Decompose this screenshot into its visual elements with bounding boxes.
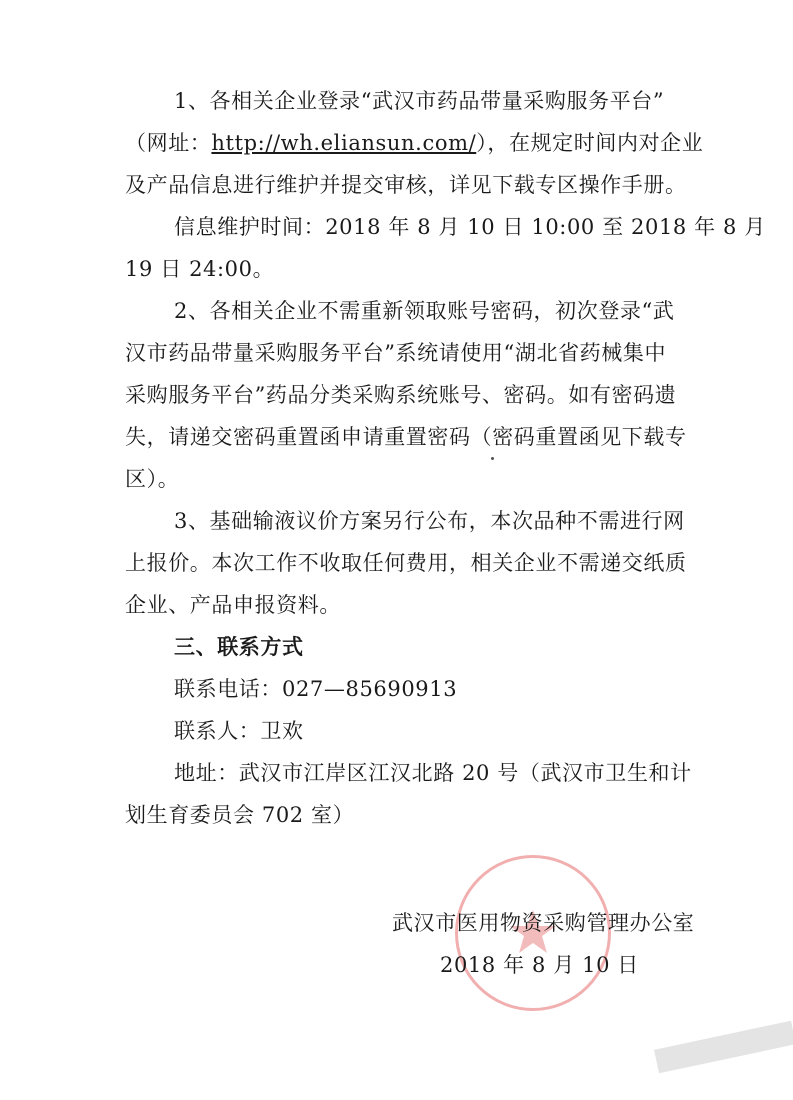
p2-line-2: 汉市药品带量采购服务平台”系统请使用“湖北省药械集中	[125, 341, 667, 365]
contact-phone: 联系电话：027—85690913	[174, 677, 458, 701]
p2-line-3: 采购服务平台”药品分类采购系统账号、密码。如有密码遗	[125, 383, 677, 407]
contact-address-line-1: 地址：武汉市江岸区江汉北路 20 号（武汉市卫生和计	[174, 761, 692, 785]
scan-speck	[491, 457, 494, 460]
contact-address-line-2: 划生育委员会 702 室）	[125, 803, 355, 827]
p1-line-4: 信息维护时间：2018 年 8 月 10 日 10:00 至 2018 年 8 月	[174, 215, 766, 239]
signature-date: 2018 年 8 月 10 日	[440, 953, 639, 977]
p2-line-4: 失，请递交密码重置函申请重置密码（密码重置函见下载专	[125, 425, 687, 449]
p1-line-1: 1、各相关企业登录“武汉市药品带量采购服务平台”	[174, 89, 665, 113]
contact-heading: 三、联系方式	[174, 635, 304, 659]
p1-line-3: 及产品信息进行维护并提交审核，详见下载专区操作手册。	[125, 173, 687, 197]
p3-line-3: 企业、产品申报资料。	[125, 593, 341, 617]
watermark-badge	[654, 1021, 793, 1074]
platform-url-link[interactable]: http://wh.eliansun.com/	[211, 131, 477, 155]
p1-line-2	[0, 130, 793, 156]
contact-person: 联系人：卫欢	[174, 719, 304, 743]
p2-line-1: 2、各相关企业不需重新领取账号密码，初次登录“武	[174, 299, 675, 323]
p3-line-1: 3、基础输液议价方案另行公布，本次品种不需进行网	[174, 509, 685, 533]
p1-url-suffix: ），在规定时间内对企业	[476, 131, 704, 155]
signature-org: 武汉市医用物资采购管理办公室	[392, 911, 695, 935]
p2-line-5: 区）。	[125, 467, 180, 491]
p1-line-5: 19 日 24:00。	[125, 257, 275, 281]
p3-line-2: 上报价。本次工作不收取任何费用，相关企业不需递交纸质	[125, 551, 687, 575]
p1-url-prefix: （网址：	[125, 131, 212, 155]
